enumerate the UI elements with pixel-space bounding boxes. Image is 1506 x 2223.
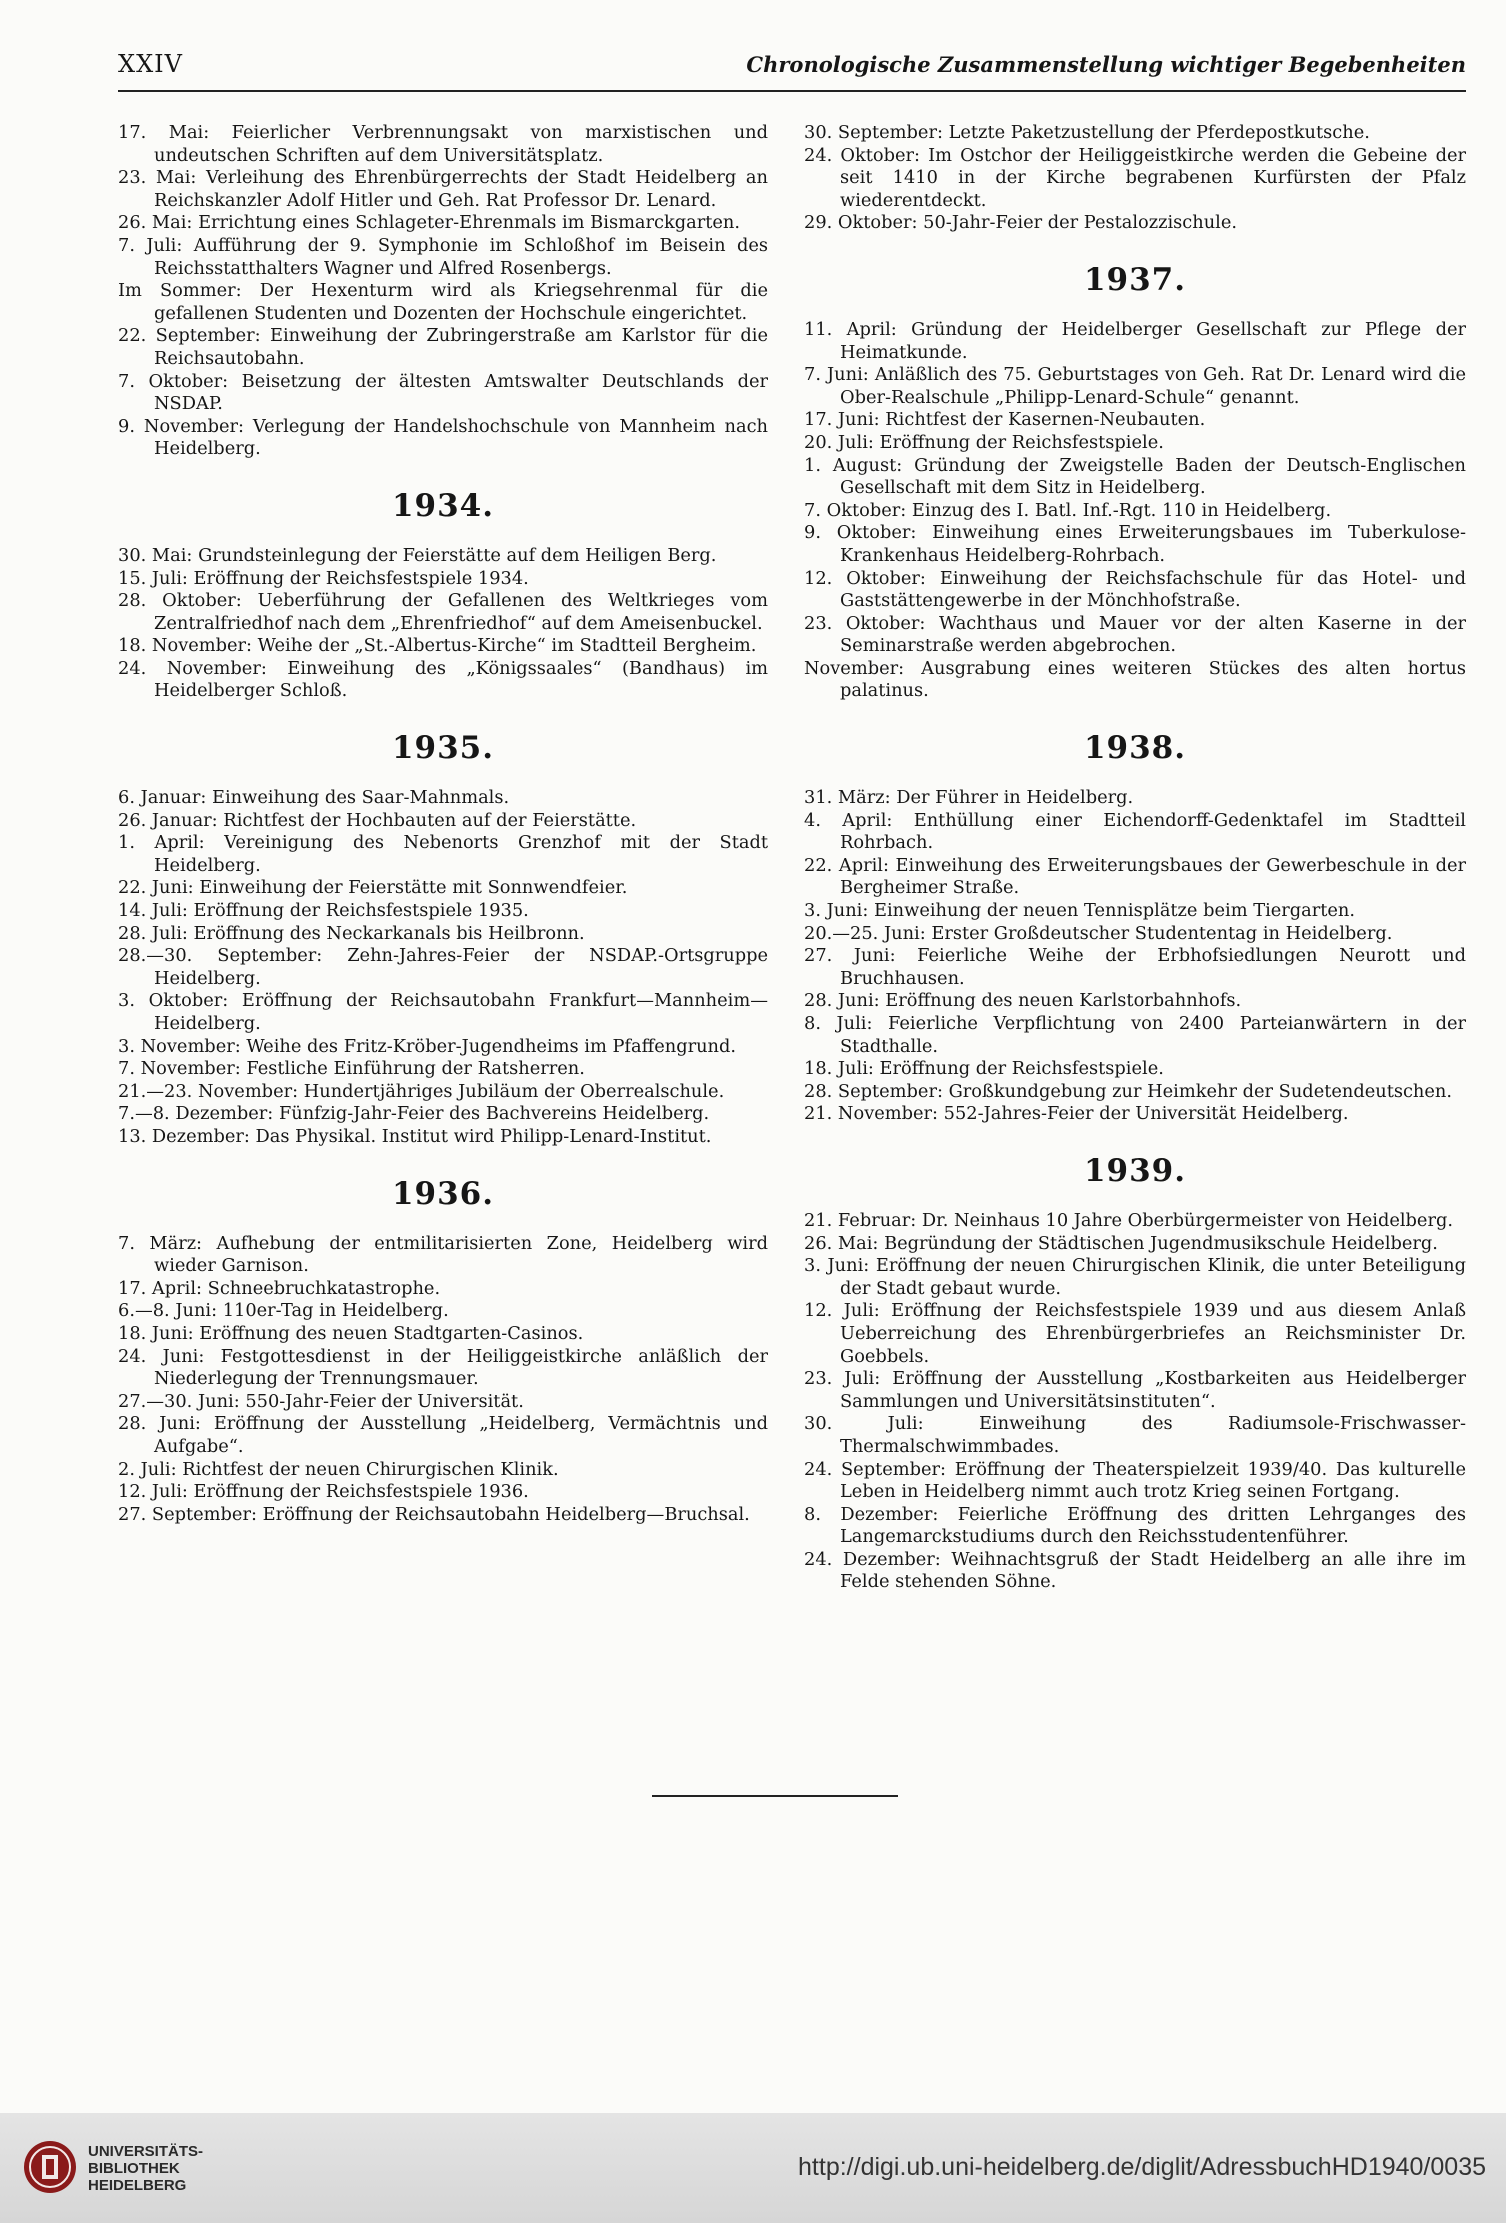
left-entry: 26. Januar: Richtfest der Hochbauten auf der Feierstätte. xyxy=(118,809,637,831)
right-entry: 18. Juli: Eröffnung der Reichsfestspiele. xyxy=(804,1058,1164,1080)
left-entry: 18. Juni: Eröffnung des neuen Stadtgarten-Casinos. xyxy=(118,1322,584,1344)
right-entry: 8. Juli: Feierliche Verpflichtung von 2400 Parteianwärtern in der Stadthalle. xyxy=(804,1013,1466,1057)
left-column xyxy=(118,122,768,1526)
library-name xyxy=(88,2143,203,2194)
left-entry: 17. April: Schneebruchkatastrophe. xyxy=(118,1277,441,1299)
left-entry: 12. Juli: Eröffnung der Reichsfestspiele 1936. xyxy=(118,1481,529,1503)
left-entry: 21.—23. November: Hundertjähriges Jubiläum der Oberrealschule. xyxy=(118,1080,725,1102)
right-entry: 4. April: Enthüllung einer Eichendorff-Gedenktafel im Stadtteil Rohrbach. xyxy=(804,809,1466,854)
right-entry: 24. Dezember: Weihnachtsgruß der Stadt Heidelberg an alle ihre im Felde stehenden Söhne. xyxy=(804,1548,1466,1593)
right-entry: 23. Oktober: Wachthaus und Mauer vor der alten Kaserne in der Seminarstraße werden abgebrochen. xyxy=(804,612,1466,657)
left-entry: 24. November: Einweihung des „Königssaales“ (Bandhaus) im Heidelberger Schloß. xyxy=(118,657,768,702)
left-year-heading: 1935. xyxy=(391,730,495,767)
right-entry: 24. September: Eröffnung der Theaterspielzeit 1939/40. Das kulturelle Leben in Heidelberg nimmt auch trotz Krieg seinen Fortgang. xyxy=(804,1458,1466,1503)
right-entry: 3. Juni: Einweihung der neuen Tennisplätze beim Tiergarten. xyxy=(804,900,1356,922)
left-entry: 22. Juni: Einweihung der Feierstätte mit Sonnwendfeier. xyxy=(118,877,628,899)
left-entry: 23. Mai: Verleihung des Ehrenbürgerrechts der Stadt Heidelberg an Reichskanzler Adolf Hitler und Geh. Rat Professor Dr. Lenard. xyxy=(118,167,768,211)
right-entry: 28. Juni: Eröffnung des neuen Karlstorbahnhofs. xyxy=(804,990,1242,1012)
left-entry: 7. Juli: Aufführung der 9. Symphonie im Schloßhof im Beisein des Reichsstatthalters Wagner und Alfred Rosenbergs. xyxy=(118,234,768,279)
end-rule xyxy=(652,1795,898,1797)
left-entry: 27. September: Eröffnung der Reichsautobahn Heidelberg—Bruchsal. xyxy=(118,1503,750,1525)
right-year-heading: 1939. xyxy=(1083,1152,1187,1189)
left-entry: 7. März: Aufhebung der entmilitarisierten Zone, Heidelberg wird wieder Garnison. xyxy=(118,1232,768,1277)
source-url[interactable]: http://digi.ub.uni-heidelberg.de/diglit/AdressbuchHD1940/0035 xyxy=(798,2153,1486,2181)
right-entry: 12. Juli: Eröffnung der Reichsfestspiele 1939 und aus diesem Anlaß Ueberreichung des Ehrenbürgerbriefes an Reichsminister Dr. Goebbels. xyxy=(804,1300,1466,1367)
right-entry: 31. März: Der Führer in Heidelberg. xyxy=(804,787,1134,809)
right-entry: 8. Dezember: Feierliche Eröffnung des dritten Lehrganges des Langemarckstudiums durch den Reichsstudentenführer. xyxy=(804,1503,1466,1548)
left-entry: 28. Juli: Eröffnung des Neckarkanals bis Heilbronn. xyxy=(118,922,585,944)
library-name-line: HEIDELBERG xyxy=(88,2177,187,2194)
right-entry: 21. November: 552-Jahres-Feier der Universität Heidelberg. xyxy=(804,1103,1349,1125)
left-entry: 28. Juni: Eröffnung der Ausstellung „Heidelberg, Vermächtnis und Aufgabe“. xyxy=(118,1413,768,1457)
page-number: XXIV xyxy=(118,50,183,78)
left-entry: 9. November: Verlegung der Handelshochschule von Mannheim nach Heidelberg. xyxy=(118,415,768,460)
right-entry: 26. Mai: Begründung der Städtischen Jugendmusikschule Heidelberg. xyxy=(804,1232,1438,1254)
right-year-heading: 1937. xyxy=(1083,261,1187,298)
right-entry: 27. Juni: Feierliche Weihe der Erbhofsiedlungen Neurott und Bruchhausen. xyxy=(804,945,1466,989)
right-entry: 28. September: Großkundgebung zur Heimkehr der Sudetendeutschen. xyxy=(804,1080,1452,1102)
left-entry: 2. Juli: Richtfest der neuen Chirurgischen Klinik. xyxy=(118,1458,559,1480)
left-entry: 3. Oktober: Eröffnung der Reichsautobahn Frankfurt—Mannheim—Heidelberg. xyxy=(118,990,768,1034)
right-entry: 7. Juni: Anläßlich des 75. Geburtstages von Geh. Rat Dr. Lenard wird die Ober-Realschule „Philipp-Lenard-Schule“ genannt. xyxy=(804,364,1466,408)
footer-bar xyxy=(0,2113,1506,2223)
left-entry: 28. Oktober: Ueberführung der Gefallenen des Weltkrieges vom Zentralfriedhof nach dem „Ehrenfriedhof“ auf dem Ameisenbuckel. xyxy=(118,590,768,634)
right-entry: 9. Oktober: Einweihung eines Erweiterungsbaues im Tuberkulose-Krankenhaus Heidelberg-Rohrbach. xyxy=(804,522,1466,566)
left-entry: 17. Mai: Feierlicher Verbrennungsakt von marxistischen und undeutschen Schriften auf dem Universitätsplatz. xyxy=(118,122,768,166)
right-entry: 3. Juni: Eröffnung der neuen Chirurgischen Klinik, die unter Beteiligung der Stadt gebaut wurde. xyxy=(804,1255,1466,1299)
left-entry: 7. November: Festliche Einführung der Ratsherren. xyxy=(118,1058,585,1080)
left-entry: 15. Juli: Eröffnung der Reichsfestspiele 1934. xyxy=(118,567,529,589)
left-entry: 22. September: Einweihung der Zubringerstraße am Karlstor für die Reichsautobahn. xyxy=(118,325,768,369)
page-title: Chronologische Zusammenstellung wichtiger Begebenheiten xyxy=(746,52,1466,77)
left-entry: 7. Oktober: Beisetzung der ältesten Amtswalter Deutschlands der NSDAP. xyxy=(118,370,768,415)
library-name-line: UNIVERSITÄTS- xyxy=(88,2143,204,2160)
right-entry: 24. Oktober: Im Ostchor der Heiliggeistkirche werden die Gebeine der seit 1410 in der Kirche begrabenen Kurfürsten der Pfalz wiederentdeckt. xyxy=(804,144,1466,211)
right-entry: 17. Juni: Richtfest der Kasernen-Neubauten. xyxy=(804,409,1206,431)
left-entry: Im Sommer: Der Hexenturm wird als Kriegsehrenmal für die gefallenen Studenten und Dozenten der Hochschule eingerichtet. xyxy=(118,280,768,324)
library-seal-icon xyxy=(22,2137,78,2197)
right-entry: 29. Oktober: 50-Jahr-Feier der Pestalozzischule. xyxy=(804,212,1238,234)
right-entry: 20. Juli: Eröffnung der Reichsfestspiele. xyxy=(804,431,1164,453)
right-entry: 30. September: Letzte Paketzustellung der Pferdepostkutsche. xyxy=(804,122,1370,143)
left-year-heading: 1934. xyxy=(391,487,495,524)
left-entry: 30. Mai: Grundsteinlegung der Feierstätte auf dem Heiligen Berg. xyxy=(118,544,717,566)
right-entry: 12. Oktober: Einweihung der Reichsfachschule für das Hotel- und Gaststättengewerbe in der Mönchhofstraße. xyxy=(804,567,1466,612)
right-entry: 23. Juli: Eröffnung der Ausstellung „Kostbarkeiten aus Heidelberger Sammlungen und Universitätsinstituten“. xyxy=(804,1368,1466,1412)
left-year-heading: 1936. xyxy=(391,1175,495,1212)
left-entry: 27.—30. Juni: 550-Jahr-Feier der Universität. xyxy=(118,1390,524,1412)
left-entry: 1. April: Vereinigung des Nebenorts Grenzhof mit der Stadt Heidelberg. xyxy=(118,832,768,876)
left-entry: 14. Juli: Eröffnung der Reichsfestspiele 1935. xyxy=(118,900,529,922)
left-entry: 3. November: Weihe des Fritz-Kröber-Jugendheims im Pfaffengrund. xyxy=(118,1035,737,1057)
left-entry: 6. Januar: Einweihung des Saar-Mahnmals. xyxy=(118,787,510,809)
right-year-heading: 1938. xyxy=(1083,730,1187,767)
left-entry: 7.—8. Dezember: Fünfzig-Jahr-Feier des Bachvereins Heidelberg. xyxy=(118,1103,710,1125)
right-entry: 20.—25. Juni: Erster Großdeutscher Studententag in Heidelberg. xyxy=(804,922,1393,944)
left-entry: 24. Juni: Festgottesdienst in der Heiliggeistkirche anläßlich der Niederlegung der Trennungsmauer. xyxy=(118,1345,768,1390)
right-column xyxy=(804,122,1466,1594)
right-entry: 7. Oktober: Einzug des I. Batl. Inf.-Rgt. 110 in Heidelberg. xyxy=(804,499,1332,521)
left-entry: 28.—30. September: Zehn-Jahres-Feier der NSDAP.-Ortsgruppe Heidelberg. xyxy=(118,945,768,989)
right-entry: 21. Februar: Dr. Neinhaus 10 Jahre Oberbürgermeister von Heidelberg. xyxy=(804,1209,1453,1231)
right-entry: 22. April: Einweihung des Erweiterungsbaues der Gewerbeschule in der Bergheimer Straße. xyxy=(804,854,1466,899)
right-entry: 11. April: Gründung der Heidelberger Gesellschaft zur Pflege der Heimatkunde. xyxy=(804,318,1466,363)
right-entry: 1. August: Gründung der Zweigstelle Baden der Deutsch-Englischen Gesellschaft mit dem Sitz in Heidelberg. xyxy=(804,454,1466,499)
left-entry: 6.—8. Juni: 110er-Tag in Heidelberg. xyxy=(118,1300,449,1322)
left-entry: 13. Dezember: Das Physikal. Institut wird Philipp-Lenard-Institut. xyxy=(118,1125,712,1147)
right-entry: November: Ausgrabung eines weiteren Stückes des alten hortus palatinus. xyxy=(804,657,1466,702)
library-name-line: BIBLIOTHEK xyxy=(88,2160,180,2177)
right-entry: 30. Juli: Einweihung des Radiumsole-Frischwasser-Thermalschwimmbades. xyxy=(804,1413,1466,1457)
left-entry: 18. November: Weihe der „St.-Albertus-Kirche“ im Stadtteil Bergheim. xyxy=(118,635,757,657)
header-rule xyxy=(118,90,1466,92)
left-entry: 26. Mai: Errichtung eines Schlageter-Ehrenmals im Bismarckgarten. xyxy=(118,212,741,234)
